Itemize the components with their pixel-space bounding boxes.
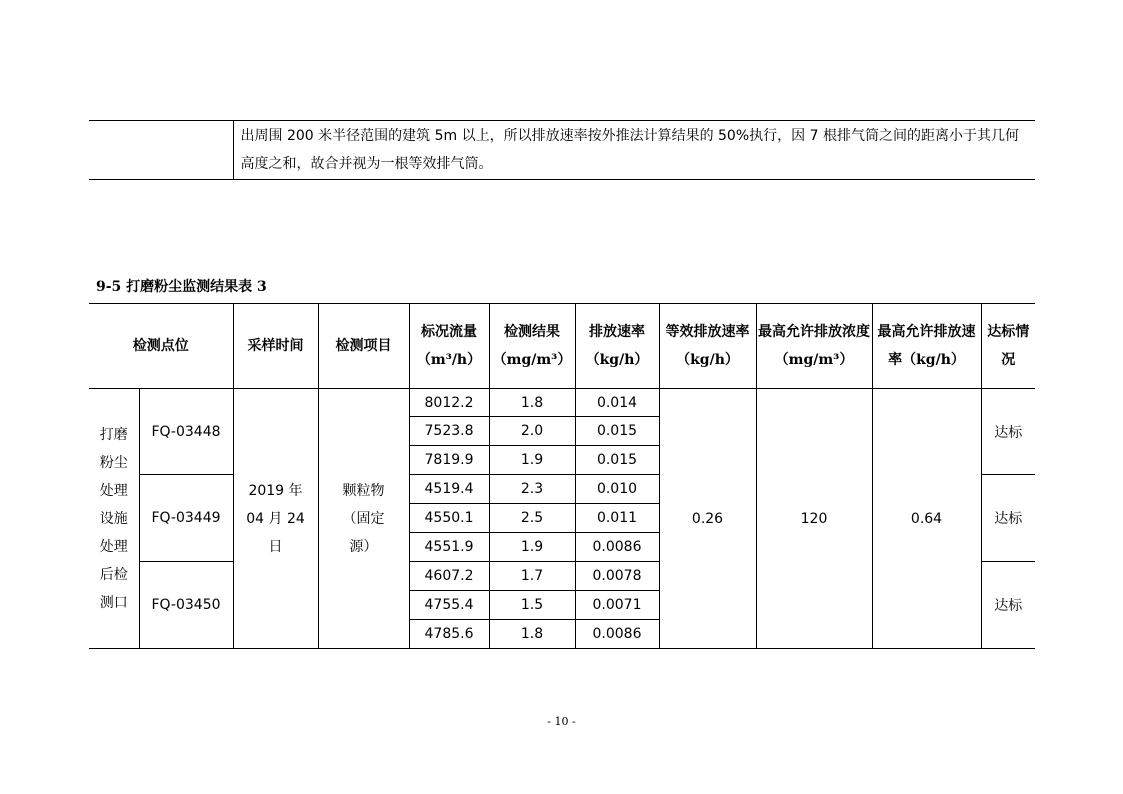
result-cell: 1.9 [489,446,575,475]
header-eq-rate: 等效排放速率（kg/h） [659,304,756,389]
result-cell: 1.8 [489,389,575,417]
result-cell: 1.9 [489,533,575,562]
header-status: 达标情况 [981,304,1035,389]
header-max-rate: 最高允许排放速率（kg/h） [872,304,981,389]
flow-cell: 4551.9 [409,533,489,562]
sample-time-cell: 2019 年 04 月 24 日 [233,389,318,649]
flow-cell: 4755.4 [409,591,489,620]
continuation-empty-cell [89,121,233,180]
status-cell: 达标 [981,389,1035,475]
result-cell: 1.7 [489,562,575,591]
flow-cell: 4550.1 [409,504,489,533]
flow-cell: 4519.4 [409,475,489,504]
rate-cell: 0.0086 [575,533,659,562]
rate-cell: 0.0086 [575,620,659,649]
eq-rate-cell: 0.26 [659,389,756,649]
max-rate-cell: 0.64 [872,389,981,649]
item-cell: 颗粒物（固定源） [318,389,409,649]
rate-cell: 0.014 [575,389,659,417]
header-result: 检测结果（mg/m³） [489,304,575,389]
rate-cell: 0.0071 [575,591,659,620]
flow-cell: 4607.2 [409,562,489,591]
point-id: FQ-03448 [139,389,233,475]
flow-cell: 4785.6 [409,620,489,649]
point-id: FQ-03450 [139,562,233,649]
point-id: FQ-03449 [139,475,233,562]
continuation-table [89,120,1035,180]
flow-cell: 7523.8 [409,417,489,446]
result-cell: 1.8 [489,620,575,649]
rate-cell: 0.015 [575,417,659,446]
result-cell: 2.3 [489,475,575,504]
results-table [89,303,1035,649]
rate-cell: 0.011 [575,504,659,533]
header-max-conc: 最高允许排放浓度（mg/m³） [756,304,872,389]
header-time: 采样时间 [233,304,318,389]
page-number: - 10 - [547,715,576,728]
rate-cell: 0.015 [575,446,659,475]
location-cell: 打磨粉尘处理设施处理后检测口 [89,389,139,649]
result-cell: 1.5 [489,591,575,620]
max-conc-cell: 120 [756,389,872,649]
header-flow: 标况流量（m³/h） [409,304,489,389]
continuation-text: 出周围 200 米半径范围的建筑 5m 以上，所以排放速率按外推法计算结果的 50%执行，因 7 根排气筒之间的距离小于其几何高度之和，故合并视为一根等效排气筒。 [233,121,1035,180]
header-rate: 排放速率（kg/h） [575,304,659,389]
header-point: 检测点位 [89,304,233,389]
flow-cell: 7819.9 [409,446,489,475]
status-cell: 达标 [981,475,1035,562]
result-cell: 2.0 [489,417,575,446]
status-cell: 达标 [981,562,1035,649]
table-title: 9-5 打磨粉尘监测结果表 3 [96,279,267,295]
flow-cell: 8012.2 [409,389,489,417]
rate-cell: 0.010 [575,475,659,504]
header-item: 检测项目 [318,304,409,389]
result-cell: 2.5 [489,504,575,533]
rate-cell: 0.0078 [575,562,659,591]
